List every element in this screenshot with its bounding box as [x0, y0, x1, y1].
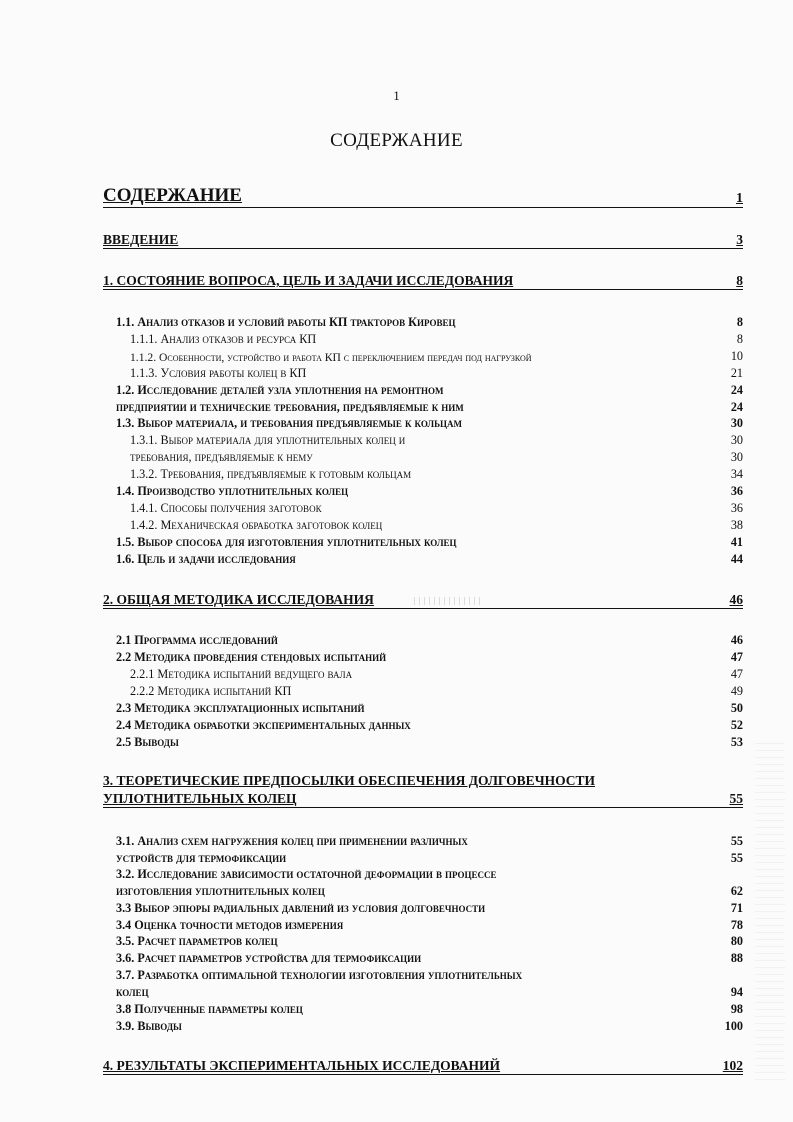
- toc-entry-chapter-2: 2. ОБЩАЯ МЕТОДИКА ИССЛЕДОВАНИЯ 46: [103, 592, 743, 607]
- toc-entry-chapter-3: 3. ТЕОРЕТИЧЕСКИЕ ПРЕДПОСЫЛКИ ОБЕСПЕЧЕНИЯ ДОЛГОВЕЧНОСТИ: [103, 773, 596, 788]
- toc-entry: 1.4.1. Способы получения заготовок 36: [130, 501, 743, 515]
- toc-entry: 2.3 Методика эксплуатационных испытаний 50: [116, 701, 743, 715]
- toc-entry: 2.5 Выводы 53: [116, 735, 743, 749]
- toc-entry-chapter-4: 4. РЕЗУЛЬТАТЫ ЭКСПЕРИМЕНТАЛЬНЫХ ИССЛЕДОВАНИЙ 102: [103, 1058, 743, 1073]
- toc-entry-intro: ВВЕДЕНИЕ 3: [103, 232, 743, 247]
- toc-entry: 1.1. Анализ отказов и условий работы КП тракторов Кировец 8: [116, 315, 743, 329]
- toc-entry: устройств для термофиксации 55: [116, 851, 743, 865]
- toc-entry: 1.3.2. Требования, предъявляемые к готовым кольцам 34: [130, 467, 743, 481]
- toc-entry: 3.6. Расчет параметров устройства для термофиксации 88: [116, 951, 743, 965]
- toc-entry: 1.1.3. Условия работы колец в КП 21: [130, 366, 743, 380]
- toc-entry: 3.7. Разработка оптимальной технологии изготовления уплотнительных: [116, 968, 523, 982]
- toc-entry: 3.3 Выбор эпюры радиальных давлений из условия долговечности 71: [116, 901, 743, 915]
- page-number: 1: [393, 88, 400, 103]
- toc-entry: 3.4 Оценка точности методов измерения 78: [116, 918, 743, 932]
- toc-entry: 3.2. Исследование зависимости остаточной деформации в процессе: [116, 867, 497, 881]
- toc-entry: 3.9. Выводы 100: [116, 1019, 743, 1033]
- toc-entry-contents: СОДЕРЖАНИЕ 1: [103, 185, 743, 206]
- toc-entry: 2.2.1 Методика испытаний ведущего вала 47: [130, 667, 743, 681]
- toc-entry: 1.6. Цель и задачи исследования 44: [116, 552, 743, 566]
- scan-noise: [414, 597, 484, 605]
- toc-entry: 1.5. Выбор способа для изготовления уплотнительных колец 41: [116, 535, 743, 549]
- toc-entry: 2.1 Программа исследований 46: [116, 633, 743, 647]
- toc-entry: 1.3.1. Выбор материала для уплотнительных колец и 30: [130, 433, 743, 447]
- toc-entry: изготовления уплотнительных колец 62: [116, 884, 743, 898]
- page-title: СОДЕРЖАНИЕ: [330, 130, 463, 151]
- toc-entry-chapter-1: 1. СОСТОЯНИЕ ВОПРОСА, ЦЕЛЬ И ЗАДАЧИ ИССЛЕДОВАНИЯ 8: [103, 273, 743, 288]
- toc-entry: требования, предъявляемые к нему 30: [130, 450, 743, 464]
- toc-entry: 3.5. Расчет параметров колец 80: [116, 934, 743, 948]
- toc-entry: колец 94: [116, 985, 743, 999]
- scan-edge-texture: [755, 740, 785, 1080]
- toc-entry: 2.2 Методика проведения стендовых испытаний 47: [116, 650, 743, 664]
- toc-entry: 2.2.2 Методика испытаний КП 49: [130, 684, 743, 698]
- toc-entry-chapter-3-cont: УПЛОТНИТЕЛЬНЫХ КОЛЕЦ 55: [103, 791, 743, 806]
- toc-entry: 1.4. Производство уплотнительных колец 36: [116, 484, 743, 498]
- toc-entry: 1.1.2. Особенности, устройство и работа КП с переключением передач под нагрузкой 10: [130, 349, 743, 364]
- toc-entry: 1.4.2. Механическая обработка заготовок колец 38: [130, 518, 743, 532]
- toc-entry: 2.4 Методика обработки экспериментальных данных 52: [116, 718, 743, 732]
- toc-entry: предприятии и технические требования, предъявляемые к ним 24: [116, 400, 743, 414]
- toc-entry: 1.1.1. Анализ отказов и ресурса КП 8: [130, 332, 743, 346]
- toc-entry: 3.1. Анализ схем нагружения колец при применении различных 55: [116, 834, 743, 848]
- toc-entry: 1.2. Исследование деталей узла уплотнения на ремонтном 24: [116, 383, 743, 397]
- toc-entry: 3.8 Полученные параметры колец 98: [116, 1002, 743, 1016]
- toc-entry: 1.3. Выбор материала, и требования предъявляемые к кольцам 30: [116, 416, 743, 430]
